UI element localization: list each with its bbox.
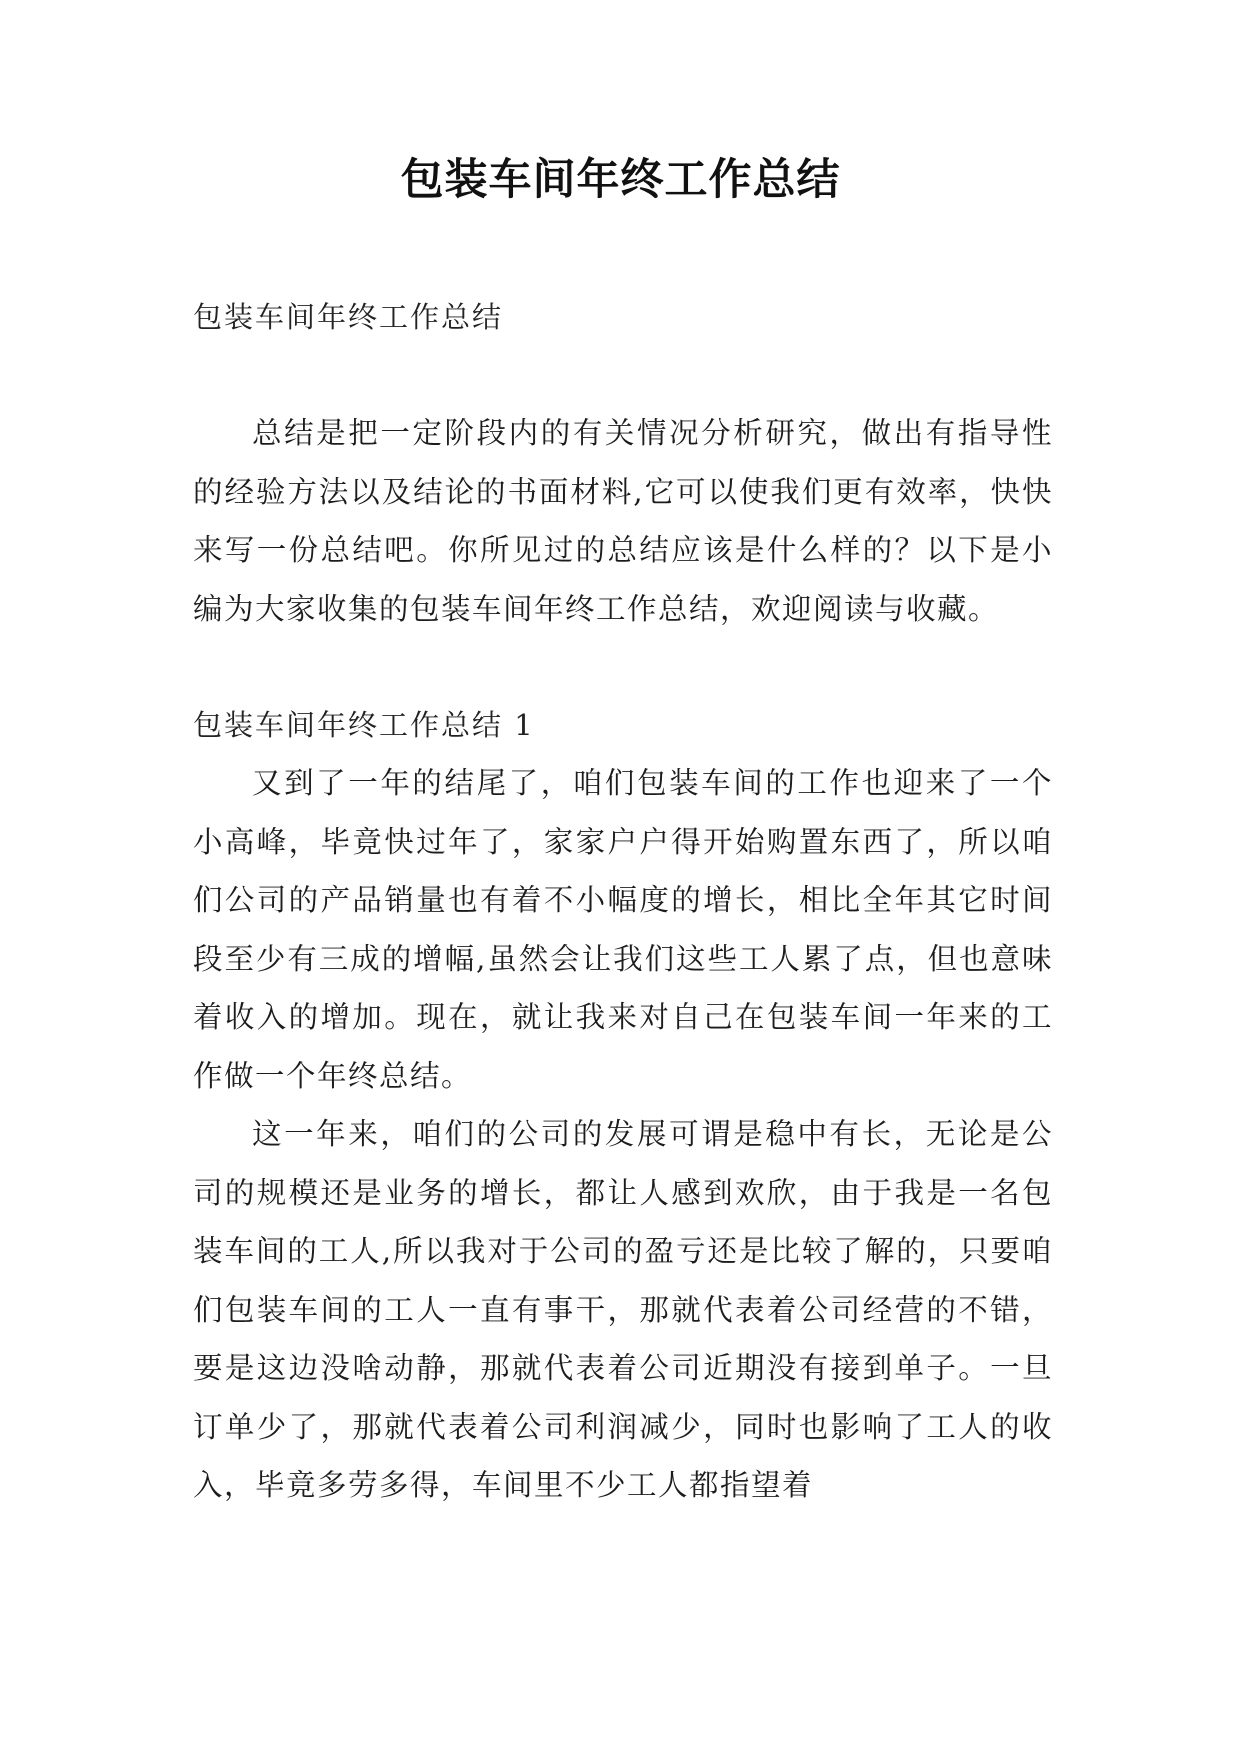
- body-paragraph-1: 又到了一年的结尾了，咱们包装车间的工作也迎来了一个小高峰，毕竟快过年了，家家户户得开始购置东西了，所以咱们公司的产品销量也有着不小幅度的增长，相比全年其它时间段至少有三成的增幅,虽然会让我们这些工人累了点，但也意味着收入的增加。现在，就让我来对自己在包装车间一年来的工作做一个年终总结。: [193, 766, 1053, 1093]
- spacer: [193, 346, 1053, 404]
- intro-paragraph: 总结是把一定阶段内的有关情况分析研究，做出有指导性的经验方法以及结论的书面材料,它可以使我们更有效率，快快来写一份总结吧。你所见过的总结应该是什么样的？以下是小编为大家收集的包装车间年终工作总结，欢迎阅读与收藏。: [193, 416, 1053, 626]
- spacer: [193, 638, 1053, 696]
- document-title: 包装车间年终工作总结: [400, 155, 841, 205]
- document-subtitle: 包装车间年终工作总结: [193, 300, 504, 334]
- section-heading: 包装车间年终工作总结 1: [193, 708, 535, 742]
- document-body: [193, 288, 1053, 1515]
- body-paragraph-2: 这一年来，咱们的公司的发展可谓是稳中有长，无论是公司的规模还是业务的增长，都让人感到欢欣，由于我是一名包装车间的工人,所以我对于公司的盈亏还是比较了解的，只要咱们包装车间的工人一直有事干，那就代表着公司经营的不错，要是这边没啥动静，那就代表着公司近期没有接到单子。一旦订单少了，那就代表着公司利润减少，同时也影响了工人的收入，毕竟多劳多得，车间里不少工人都指望着: [193, 1117, 1053, 1502]
